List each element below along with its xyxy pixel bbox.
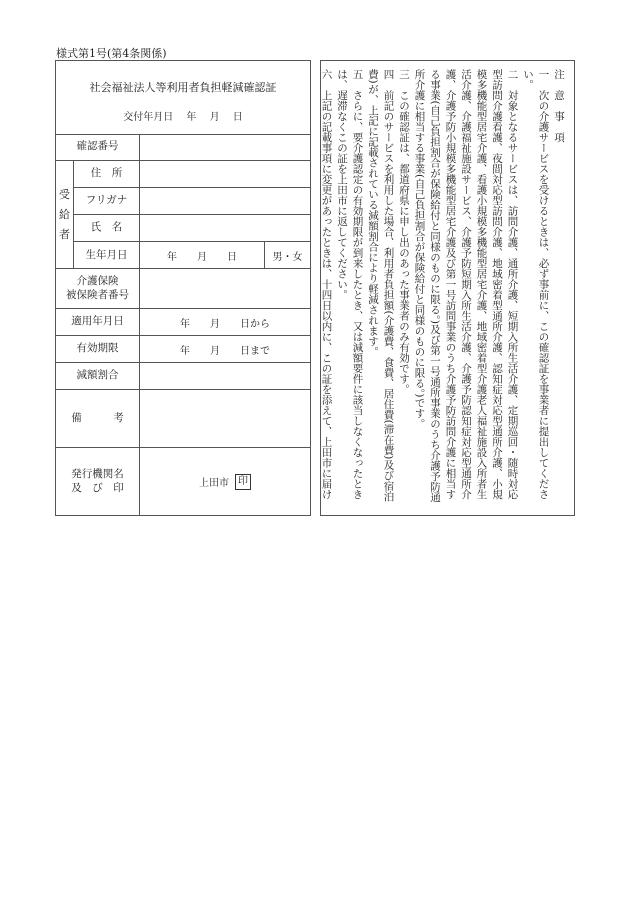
seal-stamp: 印: [235, 474, 251, 490]
label-apply-date: 適用年月日: [56, 309, 140, 335]
label-issuer: 発行機関名 及 び 印: [56, 448, 140, 515]
row-reduction-rate: [56, 363, 310, 390]
label-reduction-rate: 減額割合: [56, 363, 140, 389]
recipient-block: [56, 161, 310, 269]
issue-date: 交付年月日 年 月 日: [123, 112, 243, 123]
row-confirm-no: [56, 134, 310, 161]
label-name: 氏 名: [74, 215, 140, 241]
label-address: 住 所: [74, 161, 140, 187]
issuer-value: 上田市 印: [140, 448, 310, 515]
row-valid-until: [56, 336, 310, 363]
row-apply-date: [56, 309, 310, 336]
label-furigana: フリガナ: [74, 188, 140, 214]
notes-text: 注 意 事 項 一 次の介護サービスを受けるときは、必ず事前に、この確認証を事業者に提出してください。 二 対象となるサービスは、訪問介護、通所介護、短期入所生活介護、定期巡回・随時対応型訪問介護看護、夜間対応型訪問介護、地域密着型通所介護、認知症対応型通所介護、小規模多機能型居宅介護、看護小規模多機能型居宅介護、地域密着型介護老人福祉施設入所者生活介護、介護福祉施設サービス、介護予防短期入所生活介護、介護予防認知症対応型通所介護、介護予防小規模多機能型居宅介護及び第一号訪問事業のうち介護予防訪問介護に相当する事業(自己負担割合が保険給付と同様のものに限る。)及び第一号通所事業のうち介護予防通所介護に相当する事業(自己負担割合が保険給付と同様のものに限る。)です。 三 この確認証は、都道府県に申し出のあった事業者のみ有効です。 四 前記のサービスを利用した場合、利用者負担額(介護費、食費、居住費(滞在費)及び宿泊費)が、上記に記載されている減額割合により軽減されます。 五 さらに、要介護認定の有効期限が到来したとき、又は減額要件に該当しなくなったときは、遅滞なくこの証を上田市に返してください。 六 上記の記載事項に変更があったときは、十四日以内に、この証を添えて、上田市に届け: [320, 69, 565, 503]
recipient-label: 受 給 者: [56, 161, 74, 268]
row-insured-no: [56, 269, 310, 309]
sex-value: 男・女: [264, 242, 310, 269]
valid-until-value: 年 月 日まで: [180, 345, 270, 357]
card-title: 社会福祉法人等利用者負担軽減確認証: [89, 81, 277, 94]
label-confirm-no: 確認番号: [56, 134, 140, 160]
birthdate-value: 年 月 日: [167, 252, 237, 263]
label-valid-until: 有効期限: [56, 336, 140, 362]
card-header: [56, 61, 310, 135]
apply-date-value: 年 月 日から: [180, 318, 270, 330]
label-insured-no: 介護保険 被保険者番号: [56, 269, 140, 308]
form-label: 様式第1号(第4条関係): [56, 47, 167, 60]
notes-panel: [320, 60, 575, 516]
confirmation-card: [55, 60, 311, 516]
label-birthdate: 生年月日: [74, 242, 140, 269]
row-issuer: [56, 448, 310, 515]
row-remarks: [56, 390, 310, 448]
label-remarks: 備 考: [56, 390, 140, 447]
